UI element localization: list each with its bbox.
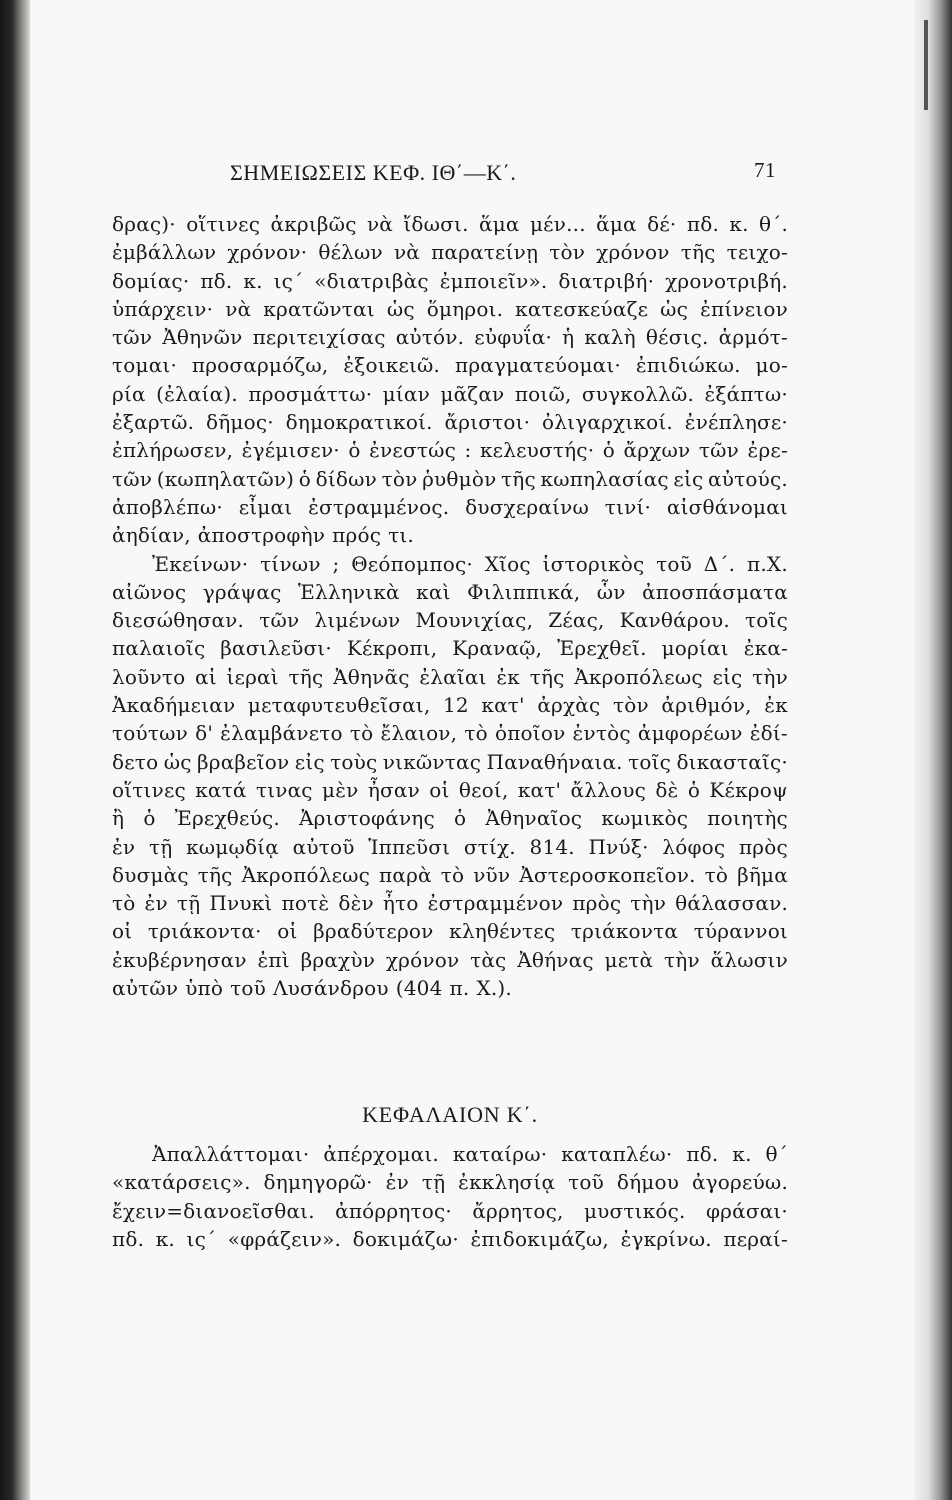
page-edge [914, 0, 952, 1500]
notes-chapter-20 [112, 1142, 788, 1255]
running-title: ΣΗΜΕΙΩΣΕΙΣ ΚΕΦ. ΙΘ΄—Κ΄. [230, 160, 517, 185]
text-line: πδ. κ. ις΄ «φράζειν». δοκιμάζω· ἐπιδοκιμάζω, ἐγκρίνω. περαί- [112, 1226, 788, 1251]
text-line: ἐξαρτῶ. δῆμος· δημοκρατικοί. ἄριστοι· ὀλιγαρχικοί. ἐνέπλησε· [112, 410, 788, 435]
text-line: δρας)· οἵτινες ἀκριβῶς νὰ ἴδωσι. ἅμα μέν... ἅμα δέ· πδ. κ. θ΄. [112, 212, 788, 236]
text-line: ἐκυβέρνησαν ἐπὶ βραχὺν χρόνον τὰς Ἀθήνας μετὰ τὴν ἅλωσιν [112, 947, 788, 972]
text-line: δομίας· πδ. κ. ις΄ «διατριβὰς ἐμποιεῖν». διατριβή· χρονοτριβή. [112, 268, 788, 293]
text-line: ἐν τῇ κωμῳδίᾳ αὐτοῦ Ἱππεῦσι στίχ. 814. Πνύξ· λόφος πρὸς [112, 834, 788, 859]
text-line: οἱ τριάκοντα· οἱ βραδύτερον κληθέντες τριάκοντα τύραννοι [112, 919, 788, 944]
text-line: ἀποβλέπω· εἶμαι ἐστραμμένος. δυσχεραίνω τινί· αἰσθάνομαι [112, 494, 788, 519]
running-head [230, 160, 790, 190]
text-line: Ἀκαδήμειαν μεταφυτευθεῖσαι, 12 κατ' ἀρχὰς τὸν ἀριθμόν, ἐκ [112, 693, 788, 718]
text-line: τομαι· προσαρμόζω, ἐξοικειῶ. πραγματεύομαι· ἐπιδιώκω. μο- [112, 353, 788, 378]
text-line: λοῦντο αἱ ἱεραὶ τῆς Ἀθηνᾶς ἐλαῖαι ἐκ τῆς Ἀκροπόλεως εἰς τὴν [112, 664, 788, 689]
text-line: Ἀπαλλάττομαι· ἀπέρχομαι. καταίρω· καταπλέω· πδ. κ. θ΄ [152, 1142, 788, 1166]
text-line: τῶν (κωπηλατῶν) ὁ δίδων τὸν ῥυθμὸν τῆς κωπηλασίας εἰς αὐτούς. [112, 466, 788, 491]
book-page [30, 0, 914, 1500]
text-line: ἢ ὁ Ἐρεχθεύς. Ἀριστοφάνης ὁ Ἀθηναῖος κωμικὸς ποιητὴς [112, 806, 788, 831]
text-line: δετο ὡς βραβεῖον εἰς τοὺς νικῶντας Παναθήναια. τοῖς δικασταῖς· [112, 749, 788, 774]
text-line: Ἐκείνων· τίνων ; Θεόπομπος· Χῖος ἱστορικὸς τοῦ Δ΄. π.Χ. [152, 551, 788, 576]
page-number: 71 [754, 158, 776, 182]
text-line: οἵτινες κατά τινας μὲν ἦσαν οἱ θεοί, κατ' ἄλλους δὲ ὁ Κέκροψ [112, 777, 788, 802]
text-line: διεσώθησαν. τῶν λιμένων Μουνιχίας, Ζέας, Κανθάρου. τοῖς [112, 608, 788, 633]
text-line: ἐμβάλλων χρόνον· θέλων νὰ παρατείνῃ τὸν χρόνον τῆς τειχο- [112, 240, 788, 265]
notes-chapter-19 [112, 212, 788, 1004]
chapter-heading: ΚΕΦΑΛΑΙΟΝ Κ΄. [362, 1102, 538, 1127]
text-line: ἐπλήρωσεν, ἐγέμισεν· ὁ ἐνεστώς : κελευστής· ὁ ἄρχων τῶν ἐρε- [112, 438, 788, 463]
text-line: αἰῶνος γράψας Ἑλληνικὰ καὶ Φιλιππικά, ὧν ἀποσπάσματα [112, 579, 788, 604]
text-line: αὐτῶν ὑπὸ τοῦ Λυσάνδρου (404 π. Χ.). [112, 976, 512, 1001]
text-line: ἔχειν=διανοεῖσθαι. ἀπόρρητος· ἄρρητος, μυστικός. φράσαι· [112, 1198, 788, 1223]
text-line: δυσμὰς τῆς Ἀκροπόλεως παρὰ τὸ νῦν Ἀστεροσκοπεῖον. τὸ βῆμα [112, 862, 788, 887]
text-line: παλαιοῖς βασιλεῦσι· Κέκροπι, Κραναῷ, Ἐρεχθεῖ. μορίαι ἐκα- [112, 636, 788, 661]
text-line: τὸ ἐν τῇ Πνυκὶ ποτὲ δὲν ἦτο ἐστραμμένον πρὸς τὴν θάλασσαν. [112, 891, 788, 916]
text-line: τούτων δ' ἐλαμβάνετο τὸ ἔλαιον, τὸ ὁποῖον ἐντὸς ἀμφορέων ἐδί- [112, 721, 788, 746]
text-line: «κατάρσεις». δημηγορῶ· ἐν τῇ ἐκκλησίᾳ τοῦ δήμου ἀγορεύω. [112, 1170, 788, 1195]
text-line: τῶν Ἀθηνῶν περιτειχίσας αὐτόν. εὐφυΐα· ἡ καλὴ θέσις. ἁρμότ- [112, 325, 788, 350]
text-line: ὑπάρχειν· νὰ κρατῶνται ὡς ὅμηροι. κατεσκεύαζε ὡς ἐπίνειον [112, 296, 788, 321]
text-line: ρία (ἐλαία). προσμάττω· μίαν μᾶζαν ποιῶ, συγκολλῶ. ἐξάπτω· [112, 381, 788, 406]
book-binding-shadow [0, 0, 30, 1500]
text-line: ἀηδίαν, ἀποστροφὴν πρός τι. [112, 523, 414, 548]
